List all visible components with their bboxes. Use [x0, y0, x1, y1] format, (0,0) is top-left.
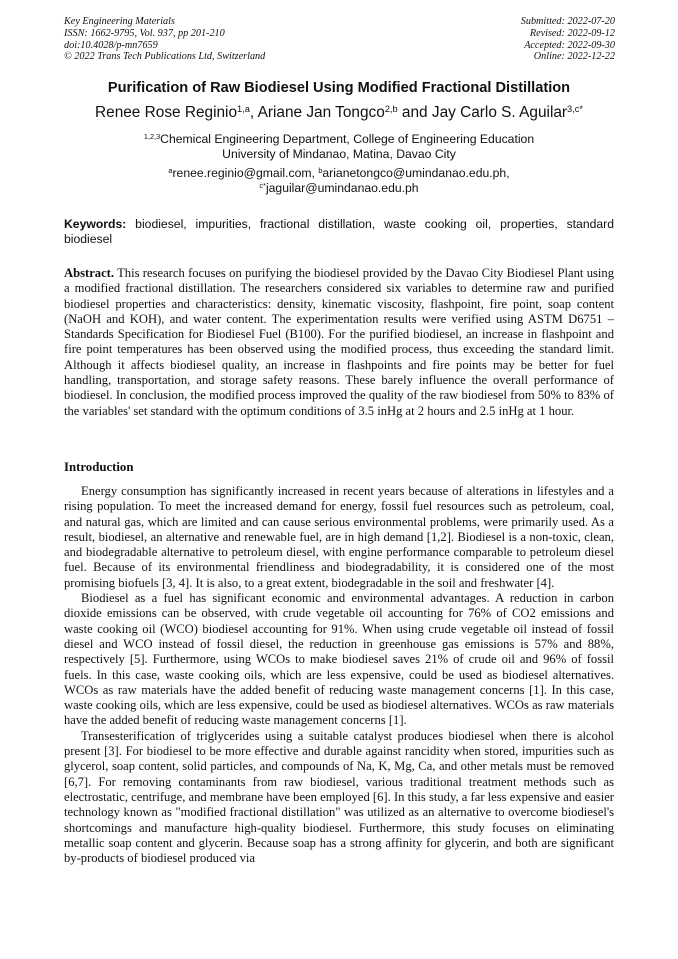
publication-dates — [521, 16, 615, 63]
author-affil-mark: 3,c* — [567, 103, 583, 114]
date-online: Online: 2022-12-22 — [533, 51, 615, 63]
date-revised: Revised: 2022-09-12 — [529, 27, 615, 39]
email-b[interactable]: arianetongco@umindanao.edu.ph, — [322, 166, 510, 180]
journal-doi: doi:10.4028/p-mn7659 — [64, 39, 158, 51]
email-a[interactable]: renee.reginio@gmail.com, — [172, 166, 319, 180]
section-heading-introduction: Introduction — [64, 460, 134, 474]
email-c[interactable]: jaguilar@umindanao.edu.ph — [265, 181, 419, 195]
author-emails — [0, 166, 678, 196]
keywords-text: biodiesel, impurities, fractional distillation, waste cooking oil, properties, standard biodiesel — [64, 217, 614, 246]
author-separator: and — [397, 104, 432, 121]
keywords-label: Keywords: — [64, 217, 127, 231]
email-line-1 — [0, 166, 678, 181]
date-submitted: Submitted: 2022-07-20 — [520, 16, 615, 27]
email-mark-b: b — [318, 165, 323, 175]
email-mark-c: c* — [259, 180, 266, 190]
keywords — [64, 217, 614, 246]
journal-name: Key Engineering Materials — [64, 16, 175, 27]
paper-title: Purification of Raw Biodiesel Using Modified Fractional Distillation — [107, 80, 571, 96]
author-name: Ariane Jan Tongco — [257, 104, 385, 121]
abstract-label: Abstract. — [64, 266, 115, 280]
author-affil-mark: 2,b — [384, 103, 398, 114]
affiliation-department: Chemical Engineering Department, College of Engineering Education — [160, 132, 535, 146]
email-line-2 — [0, 181, 678, 196]
journal-info — [64, 16, 265, 63]
email-mark-a: a — [168, 165, 173, 175]
affiliation-line-1 — [0, 132, 678, 147]
affiliation-line-2: University of Mindanao, Matina, Davao City — [222, 147, 456, 161]
author-separator: , — [249, 104, 258, 121]
paragraph: Biodiesel as a fuel has significant economic and environmental advantages. A reduction in carbon dioxide emissions can be observed, with crude vegetable oil accounting for 76% of CO2 emissions and waste cooking oil (WCO) biodiesel accounting for 91%. When using crude vegetable oil instead of fossil diesel and WCO instead of fossil diesel, the reduction in greenhouse gas emissions is 57% and 88%, respectively [5]. Furthermore, using WCOs to make biodiesel saves 21% of crude oil and 96% of fossil fuels. In this case, waste cooking oils, which are less expensive, could be used as biodiesel alternatives. WCOs as raw materials have the added benefit of reducing waste management concerns [1]. In this case, waste cooking oils, which are less expensive, could be used as biodiesel alternatives. WCOs as raw materials have the added benefit of reducing waste management concerns [1]. — [64, 591, 614, 728]
abstract-text: This research focuses on purifying the biodiesel provided by the Davao City Biodiesel Plant using a modified fractional distillation. The researchers considered six variables to determine raw and purified biodiesel properties and characteristics: density, kinematic viscosity, flashpoint, fire point, soap content (NaOH and KOH), and water content. The experimentation results were verified using ASTM D6751 – Standards Specification for Biodiesel Fuel (B100). For the purified biodiesel, an increase in flashpoint and fire point temperatures has been observed using the modified process, thus exceeding the standard limit. Although it affects biodiesel quality, an increase in flashpoints and fire points may be better for fuel handling, transportation, and storage safety reasons. These barely influence the overall performance of biodiesel. In conclusion, the modified process improved the quality of the raw biodiesel from 50% to 83% of the variables' set standard with the optimum conditions of 3.5 inHg at 2 hours and 2.5 inHg at 1 hour. — [64, 266, 614, 418]
journal-copyright: © 2022 Trans Tech Publications Ltd, Switzerland — [64, 51, 266, 63]
introduction-body — [64, 484, 614, 866]
affiliation — [0, 132, 678, 162]
paragraph: Transesterification of triglycerides using a suitable catalyst produces biodiesel when there is alcohol present [3]. For biodiesel to be more effective and durable against rancidity when stored, impurities such as glycerol, soap content, solid particles, and compounds of Na, K, Mg, Ca, and other metals must be removed [6,7]. For removing contaminants from raw biodiesel, various traditional treatment methods such as electrostatic, centrifuge, and membrane have been employed [6]. In this study, a far less expensive and easier technology known as "modified fractional distillation" was utilized as an alternative to overcome biodiesel's shortcomings and manufacture high-quality biodiesel. Furthermore, this study focuses on eliminating metallic soap content and glycerin. Because soap has a strong affinity for glycerin, and both are significant by-products of biodiesel produced via — [64, 728, 614, 866]
author-list — [0, 104, 678, 122]
author-name: Jay Carlo S. Aguilar — [431, 104, 568, 121]
date-accepted: Accepted: 2022-09-30 — [524, 39, 615, 51]
affiliation-mark: 1,2,3 — [143, 131, 161, 141]
paragraph: Energy consumption has significantly increased in recent years because of alterations in lifestyles and a rising population. To meet the increased demand for energy, fossil fuel resources such as petroleum, coal, and natural gas, which are limited and can cause serious environmental problems, were primarily used. As a result, biodiesel, an alternative and renewable fuel, are in high demand [1,2]. Biodiesel is a non-toxic, clean, and biodegradable alternative to petroleum diesel, with engine performance comparable to petroleum diesel fuel. Because of its environmental friendliness and biodegradability, it is considered one of the most promising biofuels [3, 4]. It is also, to a great extent, biodegradable in the soil and freshwater [4]. — [64, 484, 614, 590]
author-affil-mark: 1,a — [237, 103, 250, 114]
author-name: Renee Rose Reginio — [95, 104, 238, 121]
journal-issn: ISSN: 1662-9795, Vol. 937, pp 201-210 — [64, 27, 225, 39]
abstract — [64, 266, 614, 419]
